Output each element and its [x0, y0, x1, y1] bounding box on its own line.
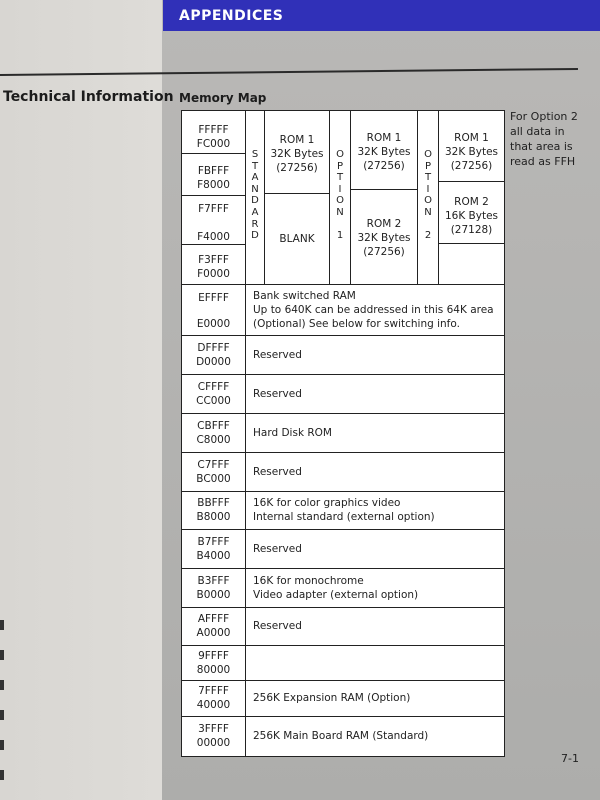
vertical-letter: N — [251, 183, 259, 195]
address-low: 00000 — [196, 737, 231, 749]
address-range — [182, 496, 245, 524]
vertical-letter: 2 — [424, 230, 432, 242]
vertical-letter: N — [424, 206, 432, 218]
address-range — [182, 722, 245, 750]
address-range — [182, 201, 245, 245]
header-title: APPENDICES — [179, 8, 284, 24]
region-description — [253, 691, 410, 705]
address-low: B8000 — [196, 511, 231, 523]
description-line: Reserved — [253, 465, 302, 478]
description-line: Reserved — [253, 542, 302, 555]
side-note-line: read as FFH — [510, 155, 576, 168]
description-line: Bank switched RAM — [253, 289, 356, 302]
address-low: E0000 — [196, 318, 231, 330]
description-line: 16K for monochrome — [253, 574, 364, 587]
address-high: CBFFF — [197, 419, 230, 432]
region-description — [253, 619, 302, 633]
vertical-letter: D — [251, 195, 259, 207]
address-high: C7FFF — [197, 458, 230, 471]
option1-label-divider-left — [329, 111, 330, 284]
cell-line: (27256) — [363, 246, 405, 258]
address-low: CC000 — [196, 394, 231, 407]
addr-split — [182, 195, 245, 196]
page-number: 7-1 — [561, 752, 579, 765]
vertical-letter: T — [336, 172, 344, 184]
option1-rom1-cell — [351, 131, 417, 173]
region-description — [253, 574, 418, 602]
address-high: B3FFF — [197, 574, 230, 587]
region-description — [253, 729, 428, 743]
row-divider — [182, 607, 504, 608]
vertical-letter: O — [424, 149, 432, 160]
address-low: FC000 — [196, 138, 231, 150]
vertical-letter: R — [251, 218, 259, 230]
cell-line: ROM 2 — [366, 218, 402, 230]
cell-line: (27256) — [276, 162, 318, 174]
side-note-line: For Option 2 — [510, 110, 578, 123]
cell-line: (27256) — [450, 160, 493, 172]
row-divider — [182, 716, 504, 717]
option1-split — [350, 189, 417, 190]
row-divider — [182, 491, 504, 492]
address-low: D0000 — [196, 355, 231, 368]
side-note — [510, 109, 590, 169]
address-high: EFFFF — [198, 292, 229, 304]
address-low: F8000 — [197, 179, 230, 191]
side-note-line: all data in — [510, 125, 565, 138]
address-range — [182, 684, 245, 712]
binding-marks — [0, 620, 6, 800]
cell-line: 32K Bytes — [270, 148, 324, 160]
cell-line: ROM 2 — [454, 196, 489, 208]
address-low: A0000 — [196, 627, 231, 639]
memory-map-title: Memory Map — [179, 91, 267, 105]
address-range — [182, 380, 245, 408]
description-line: Reserved — [253, 620, 302, 632]
vertical-letter: O — [336, 149, 344, 160]
description-line: Internal standard (external option) — [253, 511, 435, 523]
description-line: 16K for color graphics video — [253, 497, 401, 509]
row-divider — [182, 284, 504, 285]
side-note-line: that area is — [510, 140, 573, 153]
vertical-letter: P — [336, 160, 344, 172]
memory-map-table — [181, 110, 505, 757]
description-line: (Optional) See below for switching info. — [253, 317, 460, 330]
vertical-letter — [331, 219, 349, 231]
row-divider — [182, 680, 504, 681]
address-high: AFFFF — [197, 613, 230, 625]
row-divider — [182, 452, 504, 453]
address-range — [182, 123, 245, 151]
region-description — [253, 496, 435, 524]
addr-split — [182, 153, 245, 154]
vertical-letter: O — [336, 195, 344, 207]
vertical-letter: T — [424, 172, 432, 184]
cell-line: BLANK — [279, 233, 315, 245]
vertical-letter: P — [424, 160, 432, 172]
row-divider — [182, 374, 504, 375]
address-range — [182, 612, 245, 640]
vertical-letter: S — [251, 149, 259, 160]
address-high: BBFFF — [197, 497, 230, 509]
option2-rom1-cell — [439, 131, 504, 173]
vertical-letter: 1 — [336, 230, 344, 242]
description-line: Reserved — [253, 387, 302, 400]
option2-label-divider-left — [417, 111, 418, 284]
address-low: B0000 — [196, 588, 231, 601]
vertical-letter: T — [251, 160, 259, 172]
address-range — [182, 419, 245, 447]
address-range — [182, 253, 245, 281]
description-line: Video adapter (external option) — [253, 588, 419, 601]
region-description — [253, 426, 332, 440]
address-range — [182, 458, 245, 486]
address-range — [182, 164, 245, 192]
address-high: 3FFFF — [198, 723, 229, 735]
address-range — [182, 649, 245, 677]
region-description — [253, 542, 302, 556]
cell-line: ROM 1 — [366, 132, 402, 144]
row-divider — [182, 335, 504, 336]
description-line: Up to 640K can be addressed in this 64K area — [253, 303, 494, 316]
cell-line: 32K Bytes — [357, 146, 411, 158]
description-line: 256K Main Board RAM (Standard) — [253, 730, 429, 742]
region-description — [253, 465, 302, 479]
address-range — [182, 535, 245, 563]
vertical-letter — [419, 219, 437, 231]
address-range — [182, 574, 245, 602]
description-line: 256K Expansion RAM (Option) — [253, 692, 411, 704]
address-low: BC000 — [196, 472, 231, 485]
address-high: F3FFF — [198, 254, 229, 266]
row-divider — [182, 529, 504, 530]
standard-blank-cell — [265, 232, 329, 246]
cell-line: 16K Bytes — [444, 210, 499, 222]
row-divider — [182, 568, 504, 569]
region-description — [253, 348, 302, 362]
address-low: 80000 — [196, 663, 231, 676]
address-low: F0000 — [197, 268, 230, 280]
vertical-letter: A — [251, 206, 259, 218]
cell-line: (27256) — [363, 160, 405, 172]
vertical-letter: I — [426, 183, 430, 195]
address-low: B4000 — [196, 549, 231, 562]
section-title: Technical Information — [3, 89, 174, 105]
option1-vertical-label — [331, 149, 349, 242]
option1-rom2-cell — [351, 217, 417, 259]
cell-line: ROM 1 — [454, 132, 489, 144]
address-high: 9FFFF — [198, 649, 229, 662]
standard-vertical-label — [246, 149, 264, 242]
option2-split — [438, 181, 504, 182]
vertical-letter: A — [251, 172, 259, 184]
address-low: C8000 — [196, 433, 231, 446]
row-divider — [182, 645, 504, 646]
left-page-margin — [0, 0, 162, 800]
address-high: F7FFF — [198, 203, 229, 215]
option2-rom2-cell — [439, 195, 504, 237]
address-high: FBFFF — [197, 165, 230, 177]
standard-split — [264, 193, 329, 194]
vertical-letter: D — [251, 230, 259, 242]
description-line: Hard Disk ROM — [253, 426, 332, 439]
vertical-letter: O — [424, 195, 432, 207]
cell-line: ROM 1 — [279, 134, 315, 146]
row-divider — [182, 413, 504, 414]
standard-rom1-cell — [265, 133, 329, 175]
address-high: B7FFF — [197, 535, 230, 548]
region-description — [253, 289, 494, 331]
option2-split — [438, 243, 504, 244]
address-high: CFFFF — [197, 380, 230, 393]
description-line: Reserved — [253, 348, 302, 361]
cell-line: 32K Bytes — [444, 146, 499, 158]
cell-line: (27128) — [450, 224, 493, 236]
address-low: 40000 — [196, 699, 231, 711]
address-range — [182, 341, 245, 369]
vertical-letter: N — [336, 206, 344, 218]
option2-vertical-label — [419, 149, 437, 242]
address-high: FFFFF — [198, 124, 229, 136]
address-high: DFFFF — [197, 341, 230, 354]
vertical-letter: I — [338, 183, 342, 195]
region-description — [253, 387, 302, 401]
address-high: 7FFFF — [198, 685, 229, 697]
cell-line: 32K Bytes — [357, 232, 411, 244]
address-range — [182, 291, 245, 331]
address-low: F4000 — [197, 231, 230, 243]
